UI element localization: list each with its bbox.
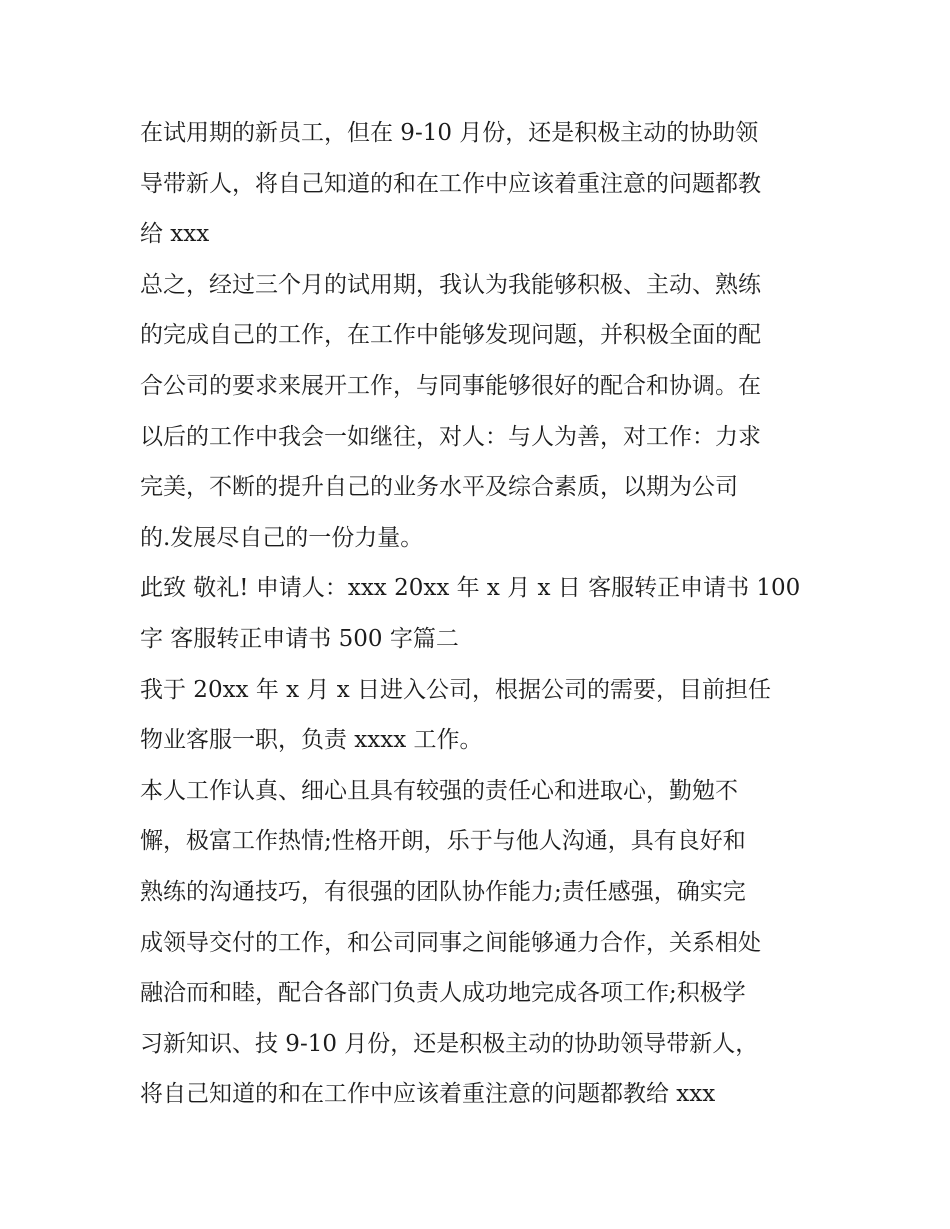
text-line-4: 总之，经过三个月的试用期，我认为我能够积极、主动、熟练 xyxy=(140,271,761,298)
text-line-9: 的.发展尽自己的一份力量。 xyxy=(140,524,424,551)
text-line-11: 字 客服转正申请书 500 字篇二 xyxy=(140,625,459,652)
text-line-14: 本人工作认真、细心且具有较强的责任心和进取心，勤勉不 xyxy=(140,777,738,804)
text-line-20: 将自己知道的和在工作中应该着重注意的问题都教给 xxx xyxy=(140,1081,716,1108)
text-line-7: 以后的工作中我会一如继往，对人：与人为善，对工作：力求 xyxy=(140,423,761,450)
text-line-1: 在试用期的新员工，但在 9-10 月份，还是积极主动的协助领 xyxy=(140,120,759,146)
text-line-8: 完美，不断的提升自己的业务水平及综合素质，以期为公司 xyxy=(140,474,738,501)
text-line-6: 合公司的要求来展开工作，与同事能够很好的配合和协调。在 xyxy=(140,372,761,399)
text-line-13: 物业客服一职，负责 xxxx 工作。 xyxy=(140,727,483,754)
text-line-16: 熟练的沟通技巧，有很强的团队协作能力;责任感强，确实完 xyxy=(140,878,746,905)
text-line-17: 成领导交付的工作，和公司同事之间能够通力合作，关系相处 xyxy=(140,929,761,956)
document-body xyxy=(140,108,820,1120)
text-line-15: 懈，极富工作热情;性格开朗，乐于与他人沟通，具有良好和 xyxy=(140,828,746,855)
text-line-10: 此致 敬礼! 申请人：xxx 20xx 年 x 月 x 日 客服转正申请书 100 xyxy=(140,575,801,602)
text-line-5: 的完成自己的工作，在工作中能够发现问题，并积极全面的配 xyxy=(140,322,761,349)
text-line-2: 导带新人，将自己知道的和在工作中应该着重注意的问题都教 xyxy=(140,170,761,197)
text-line-18: 融洽而和睦，配合各部门负责人成功地完成各项工作;积极学 xyxy=(140,980,746,1007)
text-line-12: 我于 20xx 年 x 月 x 日进入公司，根据公司的需要，目前担任 xyxy=(140,676,772,703)
text-line-19: 习新知识、技 9-10 月份，还是积极主动的协助领导带新人， xyxy=(140,1030,759,1057)
text-line-3: 给 xxx xyxy=(140,221,210,248)
